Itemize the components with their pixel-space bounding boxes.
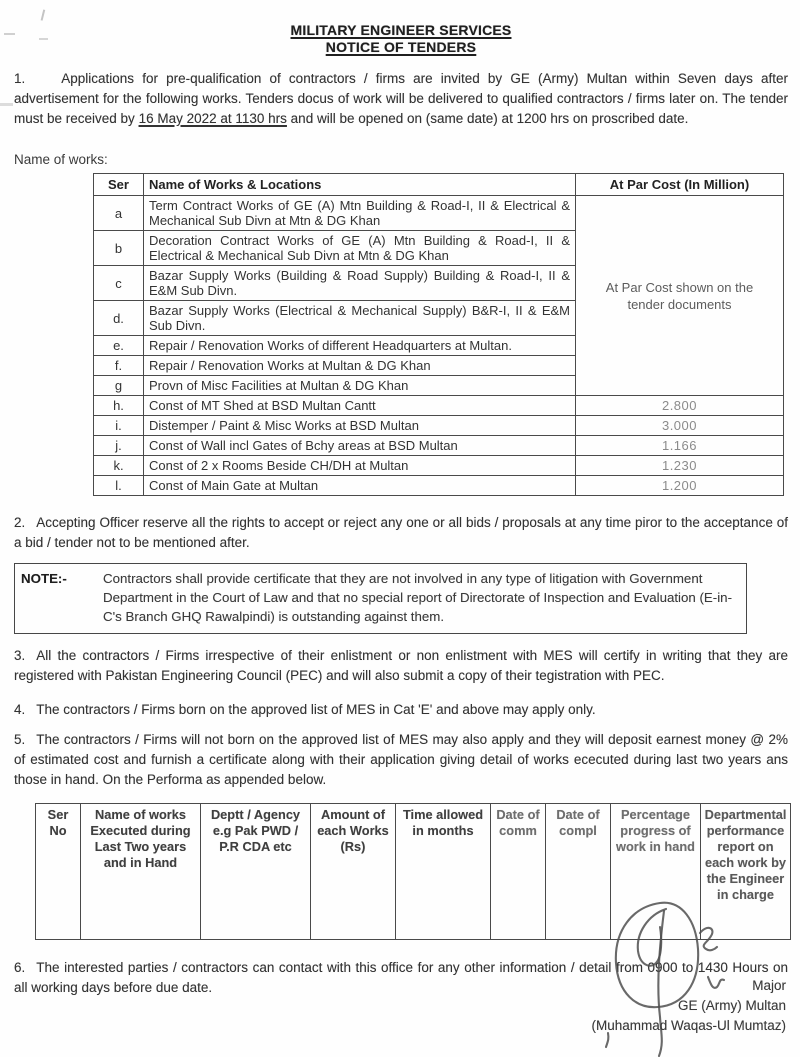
performa-table [35, 803, 791, 940]
col-header-name: Name of Works & Locations [144, 174, 576, 196]
signature-name: (Muhammad Waqas-Ul Mumtaz) [591, 1018, 786, 1033]
cost-cell: 2.800 [576, 396, 784, 416]
para-1-text-after: and will be opened on (same date) at 1200 hrs on proscribed date. [286, 111, 689, 126]
performa-col-amount: Amount of each Works (Rs) [311, 804, 396, 940]
work-name-cell: Const of 2 x Rooms Beside CH/DH at Multan [144, 456, 576, 476]
table-row-a [94, 196, 784, 231]
ser-cell: k. [94, 456, 144, 476]
para-4 [14, 700, 788, 720]
performa-col-date-compl: Date of compl [546, 804, 611, 940]
table-row-k [94, 456, 784, 476]
ser-cell: c [94, 266, 144, 301]
table-row-l [94, 476, 784, 496]
cost-cell: 1.230 [576, 456, 784, 476]
table-row-h [94, 396, 784, 416]
para-4-text: The contractors / Firms born on the approved list of MES in Cat 'E' and above may apply only. [36, 702, 596, 717]
cost-cell: 1.166 [576, 436, 784, 456]
works-label: Name of works: [14, 152, 108, 167]
performa-col-departmental-report: Departmental performance report on each work by the Engineer in charge [701, 804, 791, 940]
scan-artifact [0, 103, 13, 106]
work-name-cell: Bazar Supply Works (Building & Road Supply) Building & Road-I, II & E&M Sub Divn. [144, 266, 576, 301]
performa-col-ser-no: Ser No [36, 804, 81, 940]
cost-cell: 3.000 [576, 416, 784, 436]
work-name-cell: Const of MT Shed at BSD Multan Cantt [144, 396, 576, 416]
merged-cost-cell: At Par Cost shown on the tender documents [576, 196, 784, 396]
col-header-ser: Ser [94, 174, 144, 196]
col-header-cost: At Par Cost (In Million) [576, 174, 784, 196]
work-name-cell: Bazar Supply Works (Electrical & Mechanical Supply) B&R-I, II & E&M Sub Divn. [144, 301, 576, 336]
para-1-text: Applications for pre-qualification of contractors / firms are invited by GE (Army) Multan within Seven days after advertisement for the following works. Tenders docus of work will be delivered to qualified contractors / firms later on. The tender must be received by [14, 71, 788, 126]
signature-block [591, 976, 786, 1036]
signature-rank: Major [752, 978, 786, 993]
ser-cell: f. [94, 356, 144, 376]
ser-cell: g [94, 376, 144, 396]
work-name-cell: Distemper / Paint & Misc Works at BSD Multan [144, 416, 576, 436]
ser-cell: e. [94, 336, 144, 356]
ser-cell: h. [94, 396, 144, 416]
document-header [14, 22, 788, 56]
signature-office: GE (Army) Multan [677, 998, 786, 1013]
tender-deadline-text: 16 May 2022 at 1130 hrs [138, 111, 287, 126]
para-1 [14, 69, 788, 129]
performa-col-deptt-agency: Deptt / Agency e.g Pak PWD / P.R CDA etc [201, 804, 311, 940]
para-3-text: All the contractors / Firms irrespective of their enlistment or non enlistment with MES will certify in writing that they are registered with Pakistan Engineering Council (PEC) and will also submit a copy of their tegistration with PEC. [14, 648, 788, 683]
ser-cell: b [94, 231, 144, 266]
works-table-header-row [94, 174, 784, 196]
para-2-number: 2. [14, 515, 26, 530]
performa-col-date-comm: Date of comm [491, 804, 546, 940]
works-table [93, 173, 784, 496]
note-box [14, 563, 747, 634]
para-2-text: Accepting Officer reserve all the rights to accept or reject any one or all bids / proposals at any time piror to the acceptance of a bid / tender not to be mentioned after. [14, 515, 788, 550]
ser-cell: l. [94, 476, 144, 496]
para-1-number: 1. [14, 71, 26, 86]
para-5 [14, 730, 788, 790]
ser-cell: d. [94, 301, 144, 336]
document-title-line2: NOTICE OF TENDERS [325, 39, 477, 55]
ser-cell: i. [94, 416, 144, 436]
para-6-number: 6. [14, 960, 26, 975]
work-name-cell: Provn of Misc Facilities at Multan & DG Khan [144, 376, 576, 396]
para-2 [14, 513, 788, 553]
para-4-number: 4. [14, 702, 26, 717]
cost-cell: 1.200 [576, 476, 784, 496]
para-5-text: The contractors / Firms will not born on the approved list of MES may also apply and they will deposit earnest money @ 2% of estimated cost and furnish a certificate along with their application giving detail of works ececuted during last two years ans those in hand. On the Performa as appended below. [14, 732, 788, 787]
note-label: NOTE:- [21, 571, 67, 586]
para-3 [14, 646, 788, 686]
performa-col-percentage-progress: Percentage progress of work in hand [611, 804, 701, 940]
para-3-number: 3. [14, 648, 26, 663]
work-name-cell: Const of Wall incl Gates of Bchy areas at BSD Multan [144, 436, 576, 456]
performa-col-time-allowed: Time allowed in months [396, 804, 491, 940]
para-5-number: 5. [14, 732, 26, 747]
note-text: Contractors shall provide certificate that they are not involved in any type of litigation with Government Department in the Court of Law and that no special report of Directorate of Inspection and Evaluation (E-in-C's Branch GHQ Rawalpindi) is outstanding against them. [103, 571, 732, 624]
para-6-text: The interested parties / contractors can contact with this office for any other information / detail from 0900 to 1430 Hours on all working days before due date. [14, 960, 788, 995]
ser-cell: a [94, 196, 144, 231]
table-row-i [94, 416, 784, 436]
work-name-cell: Decoration Contract Works of GE (A) Mtn Building & Road-I, II & Electrical & Mechanical Sub Divn at Mtn & DG Khan [144, 231, 576, 266]
work-name-cell: Const of Main Gate at Multan [144, 476, 576, 496]
ser-cell: j. [94, 436, 144, 456]
performa-header-row [36, 804, 791, 940]
work-name-cell: Repair / Renovation Works at Multan & DG Khan [144, 356, 576, 376]
work-name-cell: Repair / Renovation Works of different Headquarters at Multan. [144, 336, 576, 356]
work-name-cell: Term Contract Works of GE (A) Mtn Building & Road-I, II & Electrical & Mechanical Sub Divn at Mtn & DG Khan [144, 196, 576, 231]
table-row-j [94, 436, 784, 456]
document-title-line1: MILITARY ENGINEER SERVICES [290, 22, 512, 38]
scan-artifact [36, 8, 45, 20]
performa-col-works-executed: Name of works Executed during Last Two years and in Hand [81, 804, 201, 940]
